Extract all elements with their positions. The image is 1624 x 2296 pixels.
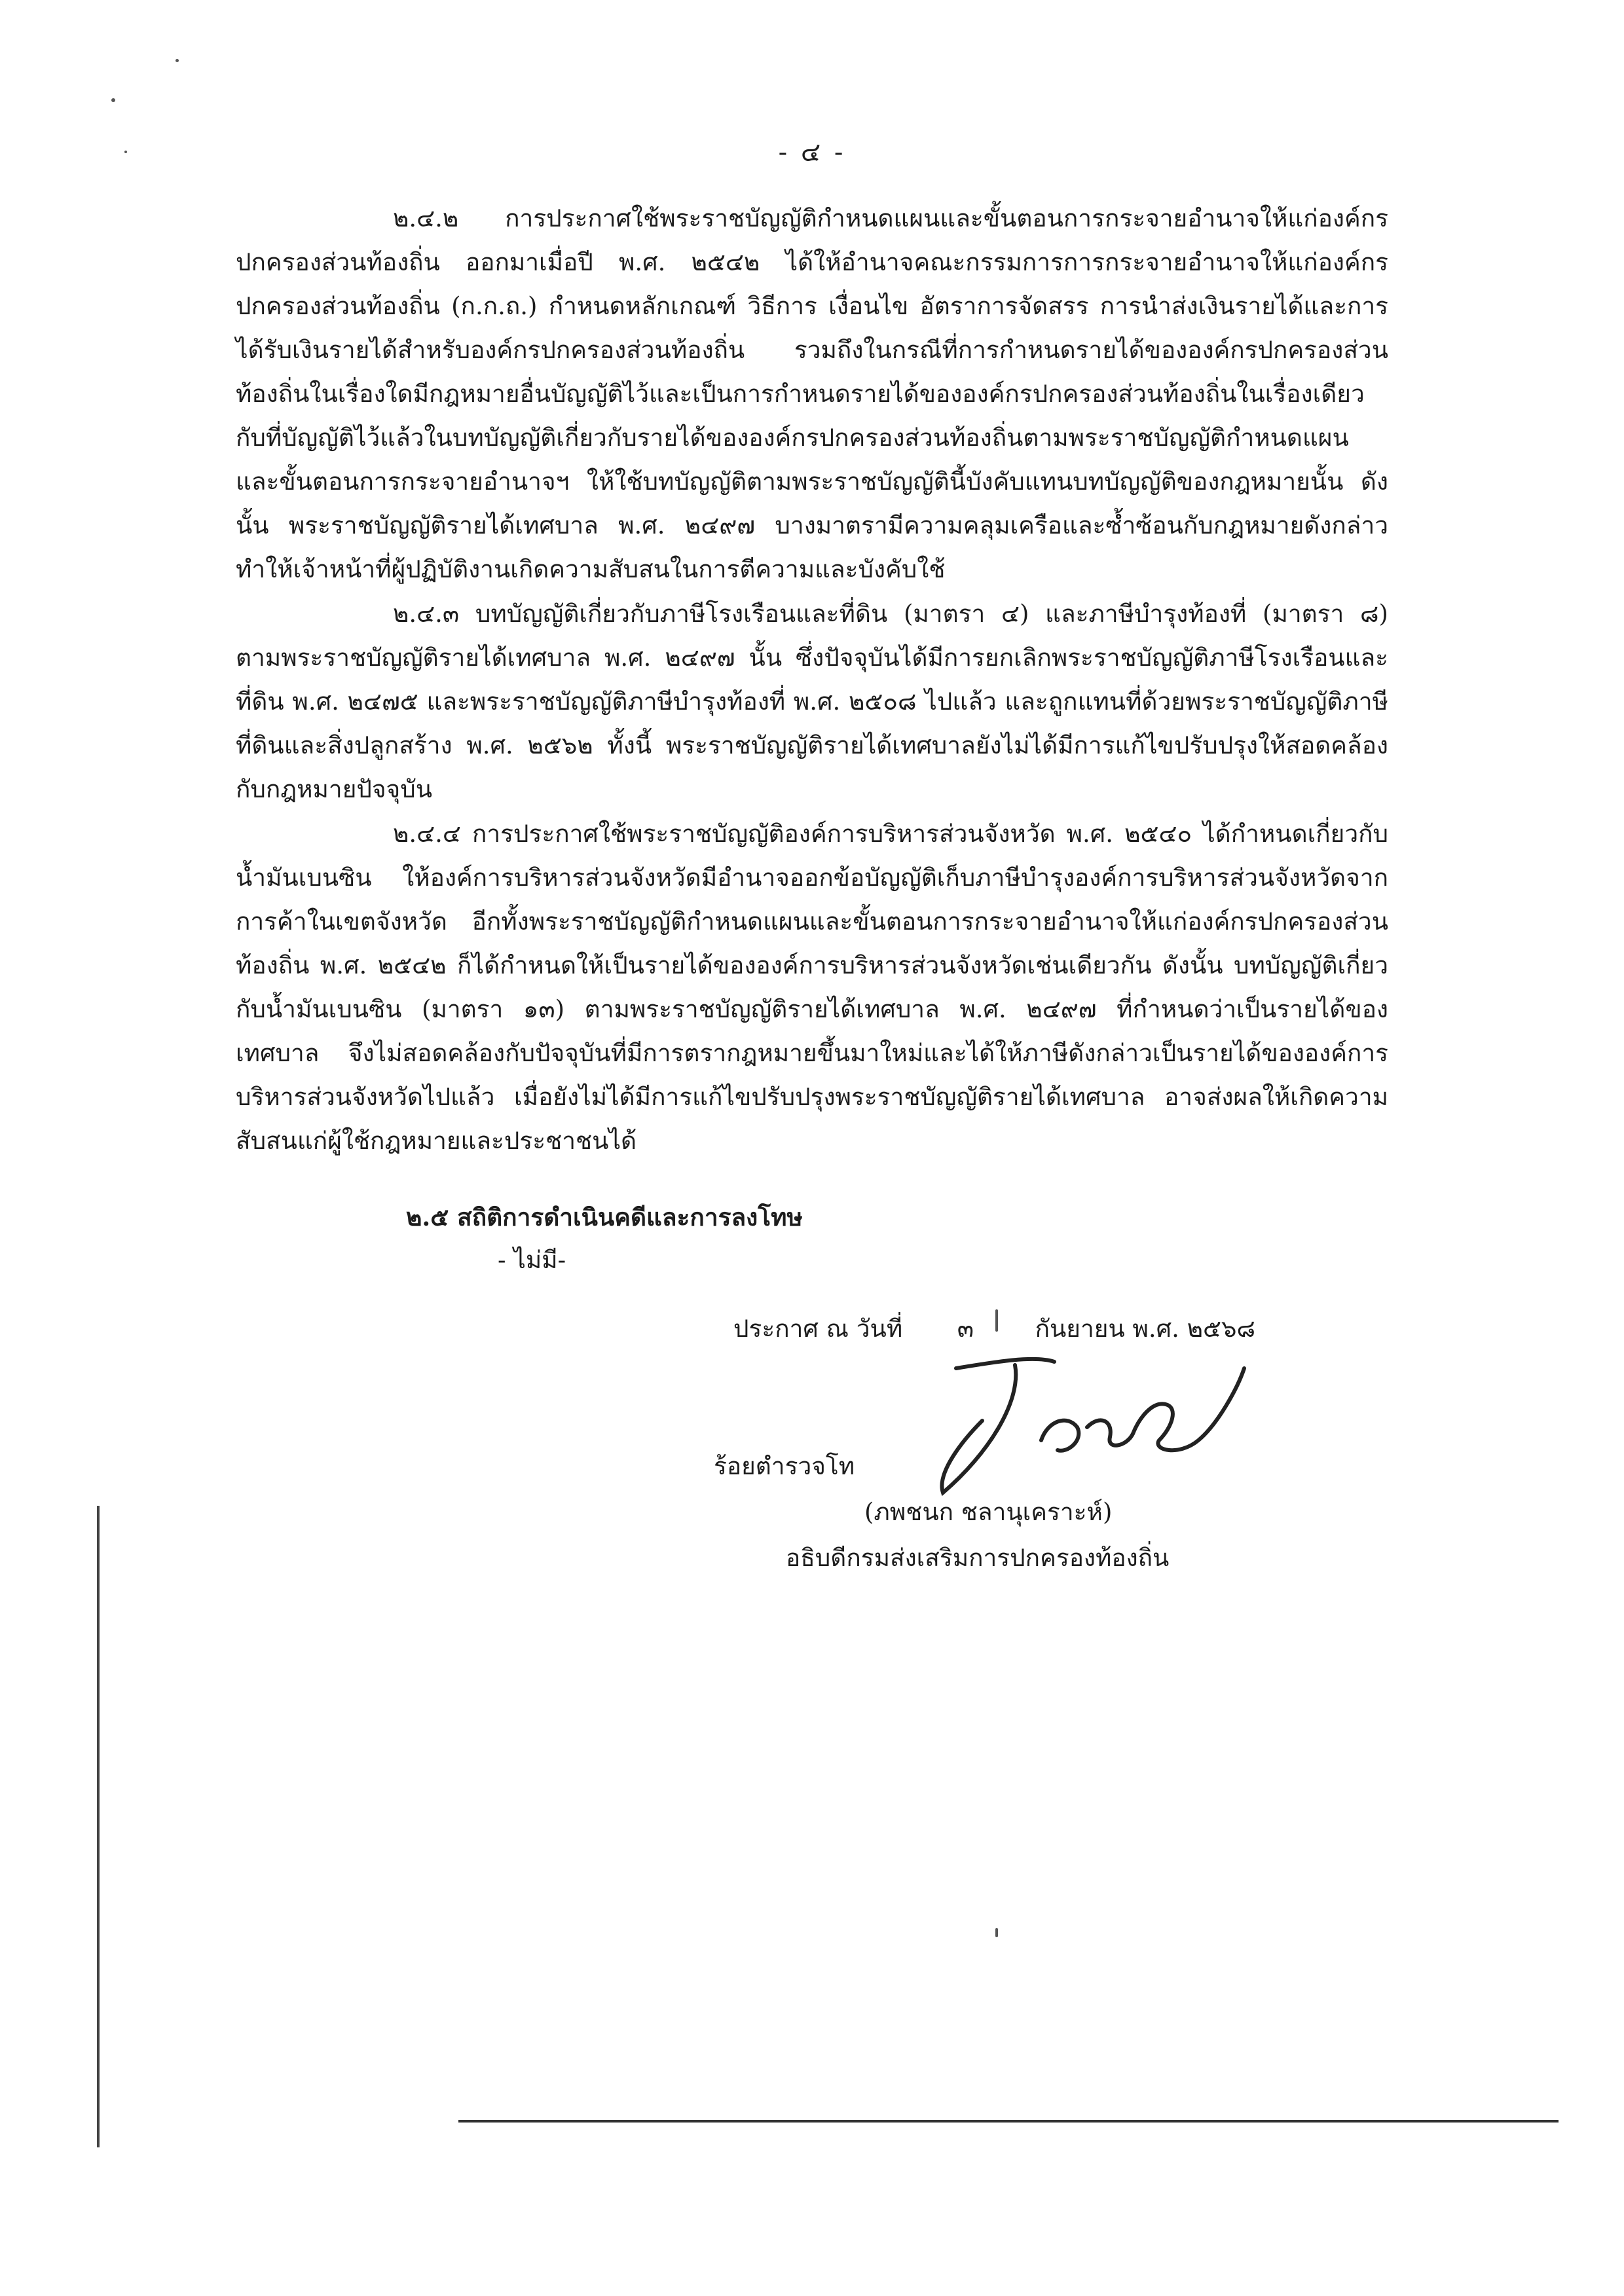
paragraph-2-4-2: ๒.๔.๒ การประกาศใช้พระราชบัญญัติกำหนดแผนและขั้นตอนการกระจายอำนาจให้แก่องค์กรปกครองส่วนท้องถิ่น ออกมาเมื่อปี พ.ศ. ๒๕๔๒ ได้ให้อำนาจคณะกรรมการการกระจายอำนาจให้แก่องค์กรปกครองส่วนท้องถิ่น (ก.ก.ถ.) กำหนดหลักเกณฑ์ วิธีการ เงื่อนไข อัตราการจัดสรร การนำส่งเงินรายได้และการได้รับเงินรายได้สำหรับองค์กรปกครองส่วนท้องถิ่น รวมถึงในกรณีที่การกำหนดรายได้ขององค์กรปกครองส่วนท้องถิ่นในเรื่องใดมีกฎหมายอื่นบัญญัติไว้และเป็นการกำหนดรายได้ขององค์กรปกครองส่วนท้องถิ่นในเรื่องเดียวกับที่บัญญัติไว้แล้วในบทบัญญัติเกี่ยวกับรายได้ขององค์กรปกครองส่วนท้องถิ่นตามพระราชบัญญัติกำหนดแผนและขั้นตอนการกระจายอำนาจฯ ให้ใช้บทบัญญัติตามพระราชบัญญัตินี้บังคับแทนบทบัญญัติของกฎหมายนั้น ดังนั้น พระราชบัญญัติรายได้เทศบาล พ.ศ. ๒๔๙๗ บางมาตรามีความคลุมเครือและซ้ำซ้อนกับกฎหมายดังกล่าว ทำให้เจ้าหน้าที่ผู้ปฏิบัติงานเกิดความสับสนในการตีความและบังคับใช้ — [236, 204, 1388, 583]
paragraph-2-4-3: ๒.๔.๓ บทบัญญัติเกี่ยวกับภาษีโรงเรือนและที่ดิน (มาตรา ๔) และภาษีบำรุงท้องที่ (มาตรา ๘) ตามพระราชบัญญัติรายได้เทศบาล พ.ศ. ๒๔๙๗ นั้น ซึ่งปัจจุบันได้มีการยกเลิกพระราชบัญญัติภาษีโรงเรือนและที่ดิน พ.ศ. ๒๔๗๕ และพระราชบัญญัติภาษีบำรุงท้องที่ พ.ศ. ๒๕๐๘ ไปแล้ว และถูกแทนที่ด้วยพระราชบัญญัติภาษีที่ดินและสิ่งปลูกสร้าง พ.ศ. ๒๕๖๒ ทั้งนี้ พระราชบัญญัติรายได้เทศบาลยังไม่ได้มีการแก้ไขปรับปรุงให้สอดคล้องกับกฎหมายปัจจุบัน — [236, 600, 1388, 803]
handwritten-signature — [917, 1342, 1257, 1499]
section-2-5-content: - ไม่มี- — [498, 1246, 566, 1274]
scan-speck — [995, 1928, 998, 1937]
section-2-5-heading: ๒.๕ สถิติการดำเนินคดีและการลงโทษ — [406, 1203, 803, 1231]
scan-margin-line — [97, 1506, 100, 2147]
announcement-prefix: ประกาศ ณ วันที่ — [733, 1315, 903, 1343]
scan-speck — [124, 151, 127, 153]
signatory-position: อธิบดีกรมส่งเสริมการปกครองท้องถิ่น — [786, 1544, 1170, 1572]
scan-speck — [111, 98, 115, 102]
announcement-day: ๓ — [957, 1315, 974, 1343]
signatory-rank: ร้อยตำรวจโท — [714, 1452, 855, 1480]
page-number: - ๔ - — [778, 137, 846, 168]
scan-speck — [175, 59, 179, 62]
paragraph-2-4-4: ๒.๔.๔ การประกาศใช้พระราชบัญญัติองค์การบริหารส่วนจังหวัด พ.ศ. ๒๕๔๐ ได้กำหนดเกี่ยวกับน้ำมันเบนซิน ให้องค์การบริหารส่วนจังหวัดมีอำนาจออกข้อบัญญัติเก็บภาษีบำรุงองค์การบริหารส่วนจังหวัดจากการค้าในเขตจังหวัด อีกทั้งพระราชบัญญัติกำหนดแผนและขั้นตอนการกระจายอำนาจให้แก่องค์กรปกครองส่วนท้องถิ่น พ.ศ. ๒๕๔๒ ก็ได้กำหนดให้เป็นรายได้ขององค์การบริหารส่วนจังหวัดเช่นเดียวกัน ดังนั้น บทบัญญัติเกี่ยวกับน้ำมันเบนซิน (มาตรา ๑๓) ตามพระราชบัญญัติรายได้เทศบาล พ.ศ. ๒๔๙๗ ที่กำหนดว่าเป็นรายได้ของเทศบาล จึงไม่สอดคล้องกับปัจจุบันที่มีการตรากฎหมายขึ้นมาใหม่และได้ให้ภาษีดังกล่าวเป็นรายได้ขององค์การบริหารส่วนจังหวัดไปแล้ว เมื่อยังไม่ได้มีการแก้ไขปรับปรุงพระราชบัญญัติรายได้เทศบาล อาจส่งผลให้เกิดความสับสนแก่ผู้ใช้กฎหมายและประชาชนได้ — [236, 820, 1388, 1155]
scan-bottom-rule — [458, 2120, 1559, 2123]
announcement-month-year: กันยายน พ.ศ. ๒๕๖๘ — [1035, 1315, 1256, 1343]
scan-speck — [995, 1309, 998, 1332]
signatory-name: (ภพชนก ชลานุเคราะห์) — [864, 1498, 1113, 1526]
